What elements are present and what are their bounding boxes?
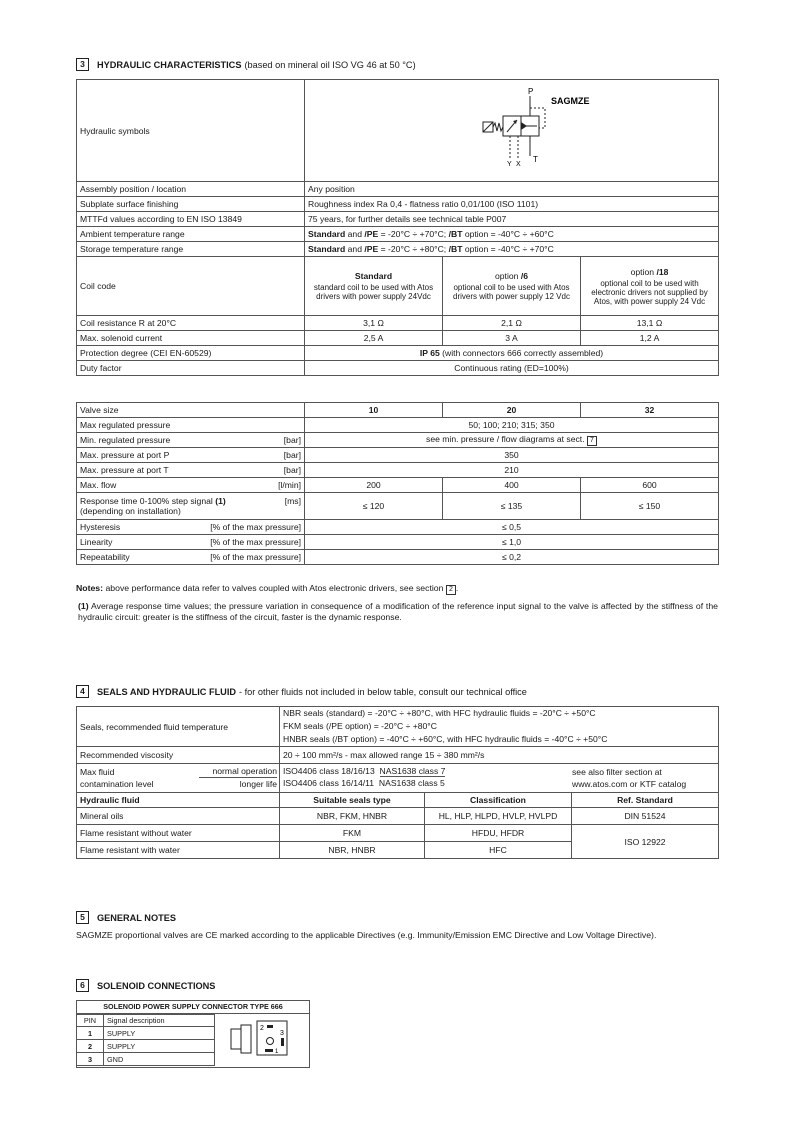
cell: 210 (305, 463, 719, 478)
port-y-label: Y (507, 161, 512, 168)
table-row (77, 331, 719, 346)
row-label: Max. flow [l/min] (77, 478, 305, 493)
cell: HFDU, HFDR (425, 825, 572, 842)
duty-value: Continuous rating (ED=100%) (305, 361, 719, 376)
section-5-heading (76, 911, 176, 924)
table-row (77, 182, 719, 197)
section-title: GENERAL NOTES (97, 912, 176, 923)
cell: NBR, HNBR (280, 842, 425, 859)
connector-pin-2-label: 2 (260, 1025, 264, 1032)
table-row (77, 550, 719, 565)
section-title: SEALS AND HYDRAULIC FLUID (97, 686, 237, 697)
cell: 400 (443, 478, 581, 493)
section-number: 5 (76, 911, 89, 924)
coil-option: option /6 optional coil to be used with Atos drivers with power supply 12 Vdc (443, 257, 581, 316)
connector-table-title: SOLENOID POWER SUPPLY CONNECTOR TYPE 666 (77, 1001, 309, 1014)
port-x-label: X (516, 161, 521, 168)
contamination-values: ISO4406 class 18/16/13 NAS1638 class 7 ISO4406 class 16/14/11 NAS1638 class 5 see also filter section at www.atos.com or KTF catalog (280, 764, 719, 793)
row-label: Min. regulated pressure [bar] (77, 433, 305, 448)
table-row (77, 433, 719, 448)
cell: Mineral oils (77, 808, 280, 825)
cell: 10 (305, 403, 443, 418)
row-label: MTTFd values according to EN ISO 13849 (77, 212, 305, 227)
row-label: Valve size (77, 403, 305, 418)
storage-value: Standard and /PE = -20°C ÷ +80°C; /BT option = -40°C ÷ +70°C (305, 242, 719, 257)
table-row (77, 707, 719, 747)
section-number: 6 (76, 979, 89, 992)
table-row (77, 227, 719, 242)
cell: 600 (581, 478, 719, 493)
table-row (77, 257, 719, 316)
notes-line: Notes: above performance data refer to valves coupled with Atos electronic drivers, see section 2 . (76, 583, 459, 593)
table-row (77, 403, 719, 418)
row-value: 75 years, for further details see technical table P007 (305, 212, 719, 227)
cell: 200 (305, 478, 443, 493)
row-label: Max regulated pressure (77, 418, 305, 433)
seals-table (76, 706, 719, 859)
footnote-1: (1) Average response time values; the pressure variation in consequence of a modification of the reference input signal to the valve is affected by the stiffness of the hydraulic circuit: greater is the stiffness of the circuit, faster is the dynamic response. (78, 601, 719, 622)
pin-signal: GND (104, 1053, 215, 1066)
row-label: Recommended viscosity (77, 747, 280, 764)
hydraulic-symbol-diagram (475, 86, 625, 176)
pin-number: 3 (77, 1053, 104, 1066)
table-row (77, 493, 719, 520)
general-notes-text: SAGMZE proportional valves are CE marked according to the applicable Directives (e.g. Immunity/Emission EMC Directive and Low Voltage Directive). (76, 930, 657, 940)
performance-table (76, 402, 719, 565)
row-label: Subplate surface finishing (77, 197, 305, 212)
connector-pin-3-label: 3 (280, 1030, 284, 1037)
hydraulic-symbol-cell (305, 80, 719, 182)
cell: NBR, FKM, HNBR (280, 808, 425, 825)
cell: DIN 51524 (572, 808, 719, 825)
cell: ≤ 135 (443, 493, 581, 520)
section-subtitle: (based on mineral oil ISO VG 46 at 50 °C) (244, 59, 416, 70)
cell: ≤ 0,5 (305, 520, 719, 535)
pin-signal: SUPPLY (104, 1040, 215, 1053)
table-row (77, 747, 719, 764)
row-label: Response time 0-100% step signal (1) [ms] (depending on installation) (77, 493, 305, 520)
pin-number: 1 (77, 1027, 104, 1040)
cell: see min. pressure / flow diagrams at sect. 7 (305, 433, 719, 448)
section-subtitle: - for other fluids not included in below table, consult our technical office (239, 686, 527, 697)
viscosity-value: 20 ÷ 100 mm²/s - max allowed range 15 ÷ 380 mm²/s (280, 747, 719, 764)
cell: 20 (443, 403, 581, 418)
table-row (77, 478, 719, 493)
section-6-heading (76, 979, 215, 992)
pin-table (76, 1014, 215, 1066)
column-header: Classification (425, 793, 572, 808)
column-header: PIN (77, 1015, 104, 1027)
row-label: Duty factor (77, 361, 305, 376)
table-row (77, 825, 719, 842)
table-row (77, 808, 719, 825)
hydraulic-characteristics-table (76, 79, 719, 376)
table-row (77, 448, 719, 463)
table-row (77, 1053, 215, 1066)
cell: 3,1 Ω (305, 316, 443, 331)
table-row (77, 418, 719, 433)
row-label: Linearity [% of the max pressure] (77, 535, 305, 550)
row-label: Protection degree (CEI EN-60529) (77, 346, 305, 361)
cell: 13,1 Ω (581, 316, 719, 331)
row-label: Assembly position / location (77, 182, 305, 197)
row-label: Repeatability [% of the max pressure] (77, 550, 305, 565)
cell: Flame resistant with water (77, 842, 280, 859)
section-4-heading (76, 685, 527, 698)
table-row (77, 1040, 215, 1053)
table-header-row (77, 793, 719, 808)
section-title: HYDRAULIC CHARACTERISTICS (97, 59, 242, 70)
row-label: Max. pressure at port T [bar] (77, 463, 305, 478)
table-row (77, 463, 719, 478)
row-label: Coil code (77, 257, 305, 316)
row-label: Max. pressure at port P [bar] (77, 448, 305, 463)
contamination-label-cell: Max fluid contamination level normal operation longer life (77, 764, 280, 793)
cell: HFC (425, 842, 572, 859)
row-label: Hysteresis [% of the max pressure] (77, 520, 305, 535)
cell: FKM (280, 825, 425, 842)
section-number: 3 (76, 58, 89, 71)
cell: ISO 12922 (572, 825, 719, 859)
cell: Flame resistant without water (77, 825, 280, 842)
table-row (77, 346, 719, 361)
cell: 350 (305, 448, 719, 463)
cell: 2,1 Ω (443, 316, 581, 331)
row-label: Ambient temperature range (77, 227, 305, 242)
port-p-label: P (528, 87, 534, 96)
cell: HL, HLP, HLPD, HVLP, HVLPD (425, 808, 572, 825)
table-row (77, 520, 719, 535)
section-3-heading (76, 58, 416, 71)
column-header: Suitable seals type (280, 793, 425, 808)
row-label: Storage temperature range (77, 242, 305, 257)
table-row (77, 535, 719, 550)
table-row (77, 212, 719, 227)
coil-option: Standard standard coil to be used with Atos drivers with power supply 24Vdc (305, 257, 443, 316)
row-label: Seals, recommended fluid temperature (77, 707, 280, 747)
cell: 2,5 A (305, 331, 443, 346)
cell: ≤ 1,0 (305, 535, 719, 550)
column-header: Signal description (104, 1015, 215, 1027)
table-row (77, 197, 719, 212)
cell: 32 (581, 403, 719, 418)
pin-signal: SUPPLY (104, 1027, 215, 1040)
row-label: Hydraulic symbols (77, 80, 305, 182)
cell: ≤ 0,2 (305, 550, 719, 565)
section-number: 4 (76, 685, 89, 698)
table-row (77, 764, 719, 793)
coil-option: option /18 optional coil to be used with electronic drivers not supplied by Atos, with power supply 24 Vdc (581, 257, 719, 316)
cell: ≤ 120 (305, 493, 443, 520)
table-row (77, 1027, 215, 1040)
column-header: Ref. Standard (572, 793, 719, 808)
connector-666-drawing (225, 1017, 305, 1061)
row-label: Coil resistance R at 20°C (77, 316, 305, 331)
seals-values: NBR seals (standard) = -20°C ÷ +80°C, with HFC hydraulic fluids = -20°C ÷ +50°C FKM seals (/PE option) = -20°C ÷ +80°C HNBR seals (/BT option) = -40°C ÷ +60°C, with HFC hydraulic fluids = -40°C ÷ +50°C (280, 707, 719, 747)
protection-value: IP 65 (with connectors 666 correctly assembled) (305, 346, 719, 361)
pin-number: 2 (77, 1040, 104, 1053)
symbol-name: SAGMZE (551, 96, 590, 106)
cell: 1,2 A (581, 331, 719, 346)
port-t-label: T (533, 155, 538, 164)
solenoid-connector-box (76, 1000, 310, 1068)
connector-pin-1-label: 1 (275, 1049, 279, 1055)
table-row (77, 361, 719, 376)
row-label: Max. solenoid current (77, 331, 305, 346)
table-row (77, 80, 719, 182)
table-row (77, 316, 719, 331)
row-value: Roughness index Ra 0,4 - flatness ratio 0,01/100 (ISO 1101) (305, 197, 719, 212)
cell: 3 A (443, 331, 581, 346)
cell: ≤ 150 (581, 493, 719, 520)
section-title: SOLENOID CONNECTIONS (97, 980, 216, 991)
ambient-value: Standard and /PE = -20°C ÷ +70°C; /BT option = -40°C ÷ +60°C (305, 227, 719, 242)
row-value: Any position (305, 182, 719, 197)
table-header-row (77, 1015, 215, 1027)
cell: 50; 100; 210; 315; 350 (305, 418, 719, 433)
column-header: Hydraulic fluid (77, 793, 280, 808)
table-row (77, 242, 719, 257)
